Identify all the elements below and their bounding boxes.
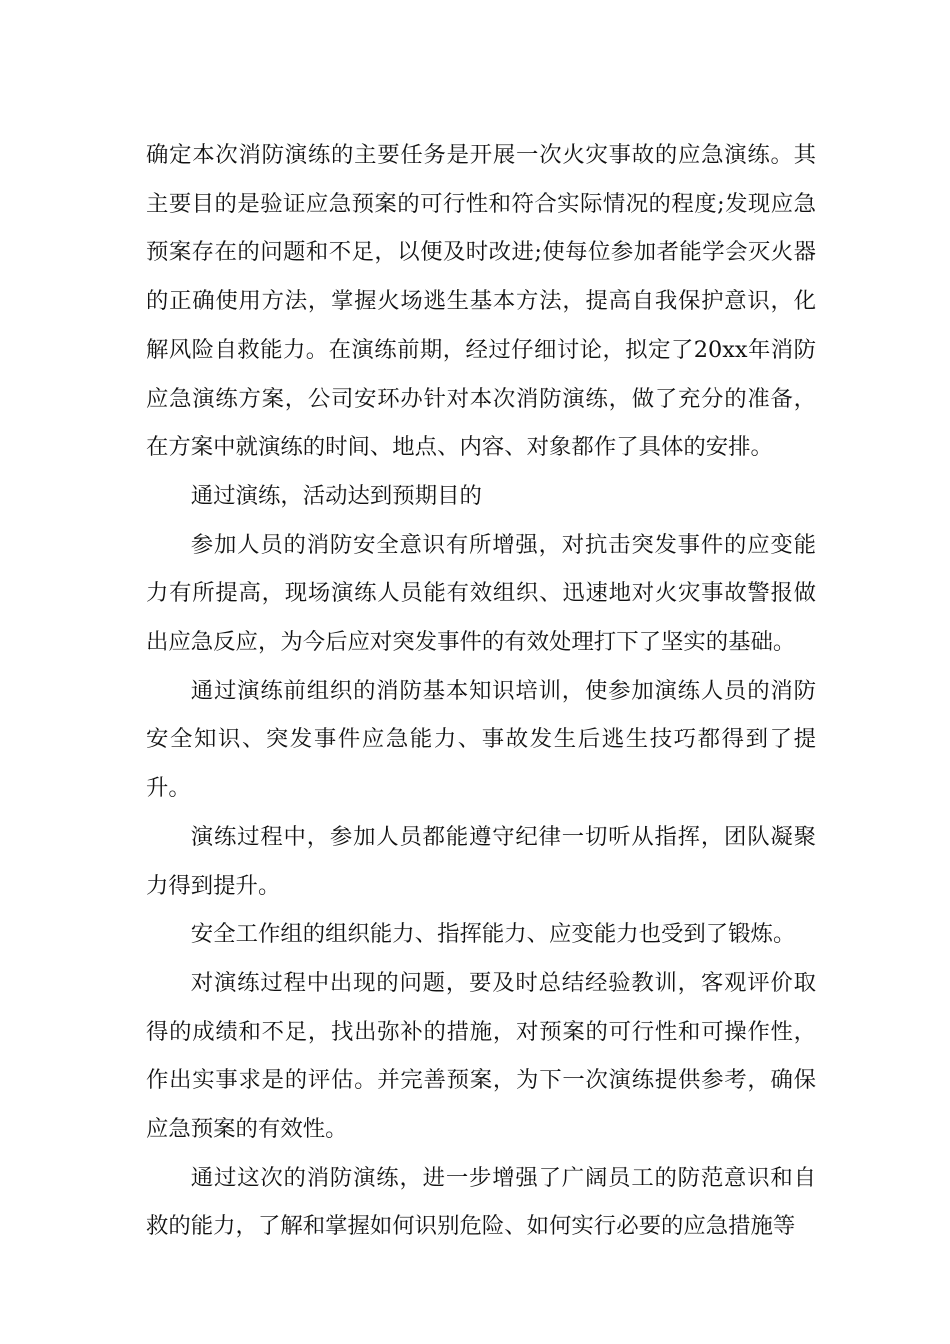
- document-body: [146, 131, 816, 1251]
- paragraph-safety-awareness: 参加人员的消防安全意识有所增强，对抗击突发事件的应变能力有所提高，现场演练人员能有效组织、迅速地对火灾事故警报做出应急反应，为今后应对突发事件的有效处理打下了坚实的基础。: [146, 531, 816, 656]
- paragraph-conclusion: 通过这次的消防演练，进一步增强了广阔员工的防范意识和自救的能力，了解和掌握如何识别危险、如何实行必要的应急措施等: [146, 1164, 816, 1240]
- paragraph-task-purpose: 确定本次消防演练的主要任务是开展一次火灾事故的应急演练。其主要目的是验证应急预案的可行性和符合实际情况的程度;发现应急预案存在的问题和不足，以便及时改进;使每位参加者能学会灭火器的正确使用方法，掌握火场逃生基本方法，提高自我保护意识，化解风险自救能力。在演练前期，经过仔细讨论，拟定了20xx年消防应急演练方案，公司安环办针对本次消防演练，做了充分的准备，在方案中就演练的时间、地点、内容、对象都作了具体的安排。: [146, 142, 816, 461]
- paragraph-training: 通过演练前组织的消防基本知识培训，使参加演练人员的消防安全知识、突发事件应急能力、事故发生后逃生技巧都得到了提升。: [146, 677, 816, 802]
- paragraph-section-heading: 通过演练，活动达到预期目的: [190, 482, 482, 509]
- paragraph-discipline: 演练过程中，参加人员都能遵守纪律一切听从指挥，团队凝聚力得到提升。: [146, 823, 816, 899]
- paragraph-team-ability: 安全工作组的组织能力、指挥能力、应变能力也受到了锻炼。: [190, 921, 796, 948]
- paragraph-summary-evaluation: 对演练过程中出现的问题，要及时总结经验教训，客观评价取得的成绩和不足，找出弥补的措施，对预案的可行性和可操作性，作出实事求是的评估。并完善预案，为下一次演练提供参考，确保应急预案的有效性。: [146, 969, 816, 1143]
